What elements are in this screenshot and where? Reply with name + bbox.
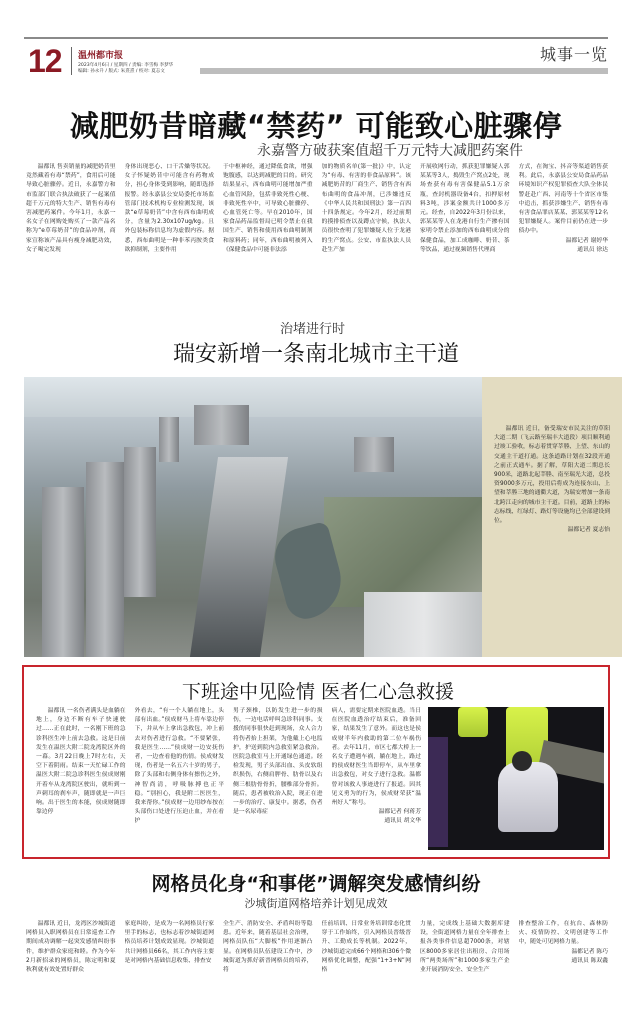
article3-column: 病人，需要定期来医院血透。当日在医院血透治疗结束后，准备回家，结果发生了意外。而这也是侯成财半年内救助的第二位车祸伤者。去年11月，市区七都大桥上一名女子遭遇车祸，躺在地上，路过的侯成财医生当即停车，从车里拿出急救包，对女子进行急救。温都曾对该救人事迹进行了报道。因其见义勇为的行为，侯成财荣获“温州好人”称号。 温都记者 何蒋芳 通讯员 胡文华	[332, 707, 422, 855]
article1-headline: 减肥奶昔暗藏“禁药” 可能致心脏骤停	[69, 109, 563, 143]
photo-police-vest	[458, 707, 488, 737]
section-label: 城事一览	[539, 45, 608, 64]
article4-column: 力量，完成线上基础大数据库建设，全街道网格力量在全年排查上报各类事件信息超7000条，对辖区8000多家居住出租房、合用场所“两类场所”和1000多家生产企业开展消防安全、安全生产	[420, 921, 510, 974]
photo-building	[354, 437, 394, 472]
photo-road	[190, 457, 288, 657]
photo-sky	[24, 377, 482, 417]
photo-building	[42, 487, 84, 657]
article4-byline-correspondent: 通讯员 陈双鑫	[571, 957, 608, 964]
article3-byline-reporter: 温都记者 何蒋芳	[378, 809, 421, 816]
photo-building	[86, 462, 124, 657]
article4-subheadline: 沙城街道网格培养计划见成效	[244, 897, 388, 910]
featured-article-box	[22, 665, 610, 859]
article1-subheadline: 永嘉警方破获案值超千万元特大减肥药案件	[257, 143, 523, 159]
article3-column: 外看去，“有一个人躺在地上，头部有出血。”侯成财马上将车靠边停下，并从车上拿出急救包，冲上前去对伤者进行急救。“不要紧张，我是医生……”侯成财一边安抚伤者，一边查看他的伤情。侯成财发现，伤者是一名五六十岁的男子，除了头部和右侧身体有擦伤之外，神智尚清，呼吸脉搏也正平稳。“别担心，我是附二医医生，我来帮你。”侯成财一边用纱布按在头部伤口处进行压迫止血，并在看护	[134, 708, 224, 825]
article2-headline: 瑞安新增一条南北城市主干道	[172, 342, 459, 367]
masthead-meta-date: 2023年4月6日 / 星期四 / 责编: 李雪梅 李梦华	[78, 63, 174, 68]
article1-column: 加的物质名单(第一批)》中，认定为“有毒、有害的非食品原料”。该减肥奶昔的厂商生产、销售含有西布曲明的食品冲剂，已涉嫌违反《中华人民共和国刑法》第一百四十四条规定。今年2月，经过前期的摸排侦查以及蹲点守候，执法人员很快查明了犯罪嫌疑人位于龙港的生产窝点。公安、市监执法人员赴生产加	[321, 164, 411, 253]
article4-column: 排查整治工作，在抗台、森林防火、疫情防控、文明创建等工作中，随处可见网格力量。 温都记者 陈巧 通讯员 陈双鑫	[519, 920, 609, 995]
article2-byline: 温都记者 夏志怡	[567, 527, 610, 534]
article3-body	[36, 707, 421, 855]
article4-headline: 网格员化身“和事佬”调解突发感情纠纷	[151, 873, 481, 895]
article4-column: 温都讯 近日，龙湾区沙城街道网格员入职网格员在日常巡查工作期间成功调解一起突发感情纠纷事件，维护群众家庭和睦。作为今年2月新招录的网格员，陈定明和夏秋利就有效处置好群众	[26, 921, 116, 974]
article4-byline-reporter: 温都记者 陈巧	[571, 948, 608, 955]
article4-column: 家庭纠纷，是成为一名网格员行家里手的标志，也标志着沙城街道网格员培养计划成效显现。沙城街道共计网格员66名，其工作内容主要是对网格内基础信息收集、排查安	[124, 921, 214, 964]
aerial-road-photo	[24, 377, 482, 657]
section-bar	[200, 68, 608, 74]
article4-column: 全生产、消防安全、矛盾纠纷等隐患。近年来，随着基层社会治理，网格员队伍“大脚板”作用逐渐凸显。在网格员队伍建设工作中，沙城街道为抓好新晋网格员的培养，将	[223, 921, 313, 974]
article3-headline: 下班途中见险情 医者仁心急救援	[181, 681, 455, 703]
top-rule	[24, 37, 608, 39]
article1-body	[26, 163, 608, 303]
article4-column: 任前培训、日常业务培训常态化贯穿于工作始终，引入网格员晋级晋升、工勤成长等机制。2022年，沙城街道完成66个网格和306个微网格优化调整，配强“1+3+N”网格	[321, 921, 411, 974]
photo-building	[159, 417, 179, 462]
photo-doctor	[498, 762, 558, 832]
article1-column: 身体出现恶心、口干舌燥等状况。女子怀疑奶昔中可能含有药物成分，担心身体受到影响，随即选择报警。经永嘉县公安局委托市场监管部门技术机构专业检测发现，该款“e草莓奶昔”中含有西布曲明成分，含量为2.30x107ug/kg。且外包装标称信息均为虚假内容。据悉，西布曲明是一种非苯丙胺类食欲抑制剂，主要作用	[124, 164, 214, 253]
photo-bystander	[428, 737, 448, 847]
article1-column: 方式，在淘宝、抖音等渠道销售获利。此后，永嘉县公安局食品药品环境知识产权犯罪侦查大队全体民警赶赴广西、河南等十个省区市集中追击，抓获涉嫌生产、销售有毒有害食品罪店某某、郭某某等12名犯罪嫌疑人。案件目前仍在进一步侦办中。 温都记者 谢婷华 通讯员 徐达	[519, 163, 609, 303]
masthead-divider	[71, 47, 72, 75]
article1-column: 开展收网行动，抓获犯罪嫌疑人郭某某等3人，捣毁生产窝点2处，现场查获有毒有害保健品5.1万余瓶，查封机器设备4台，扣押原材料3吨，涉案金额共计1000多万元。经查，自2022年3月份以来，郭某某等人在龙港自行生产掺有国家明令禁止添加的西布曲明成分的保健食品，加工成咖啡、奶昔、茶等饮品，通过视频销售代理商	[420, 164, 510, 253]
photo-fields	[324, 497, 482, 607]
photo-building	[364, 592, 482, 657]
article2-text: 温都讯 近日，备受瑞安市民关注的草阳大道二期（飞云路至瑞丰大道段）项目顺利通过竣工验收，标志着贯穿莘塍、上望、东山的交通主干道打通。这条道路计划在32段开通之前正式通车。据了解，草阳大道二期总长900米，道路北起莘塍、南至瑞光大道，总投资9000多万元，投用后将成为连接东山、上望和莘塍三地的通衢大道，为瑞安增加一条南北跨江走向的城市主干道。目前，道路上的标志标线、红绿灯、路灯等设施均已全部建设到位。 温都记者 夏志怡	[494, 425, 610, 535]
photo-building	[124, 447, 156, 597]
article3-byline-correspondent: 通讯员 胡文华	[384, 818, 421, 825]
article1-column: 温都讯 售卖销量的减肥奶昔里竟然藏着有毒“禁药”，食用后可能导致心脏骤停。近日，永嘉警方和市监部门联合执法破获了一起案值超千万元的特大生产、销售有毒有害减肥药案件。今年1月，永嘉一名女子在网购处购买了一款产品名称为“e草莓奶昔”的食品冲剂，商家宣称该产品具有瘦身减肥功效，女子喝完发现	[26, 164, 116, 253]
photo-doctor-head	[512, 751, 532, 771]
masthead-meta-editors: 编辑: 孙永升 / 版式: 朱熹熹 / 校对: 夏志文	[78, 69, 165, 74]
article4-body	[26, 920, 608, 995]
first-aid-photo	[428, 707, 604, 850]
page-number: 12	[28, 43, 62, 79]
article2-sidebar	[482, 377, 622, 657]
paper-name: 温州都市报	[78, 51, 124, 61]
article1-column: 于中枢神经，通过降低食欲，增强饱腹感，以达到减肥的目的。研究结果显示，西布曲明可能增加严重心血管风险，包括非致死性心梗、非致死性卒中，可导致心脏骤停、心血管死亡等。早在2010年，国家食品药品监督局已明令禁止在我国生产、销售和使用西布曲明制剂和原料药；同年，西布曲明被列入《保健食品中可能非法添	[223, 164, 313, 253]
article2-kicker: 治堵进行时	[280, 322, 346, 337]
article3-column: 温都讯 一名伤者满头是血躺在地上，身边不断有车子快速驶过……正在此时，一名刚下班的急诊科医生冲上前去急救。这是日前发生在温医大附二院龙湾院区外的一幕。3月22日晚上7时左右，天空下着阴雨。结束一天忙碌工作的温医大附二院急诊科医生侯成财刚开着车从龙湾院区驶出，就听到一声刺耳的刹车声，随即就是一声巨响。出于医生的本能，侯成财随即靠边停	[36, 708, 126, 816]
article3-column: 男子颈椎，以防发生进一步的损伤，一边电话呼叫急诊科同事。支援的同事很快赶到现场，众人合力将伤者抬上担架，为他戴上心电监护，护送到院内急救室紧急救治。医院急救室马上开通绿色通道。经检发现，男子头部出血、头皮软组织损伤，右侧肩胛骨、肋骨以及右侧三根肋骨骨折，腰椎部分骨折。随后，患者被收治入院，现正在进一步的治疗、康复中。据悉，伤者是一名尿毒症	[233, 708, 323, 816]
photo-building	[194, 405, 249, 445]
article1-byline-correspondent: 通讯员 徐达	[577, 246, 608, 253]
article1-byline-reporter: 温都记者 谢婷华	[565, 237, 608, 244]
